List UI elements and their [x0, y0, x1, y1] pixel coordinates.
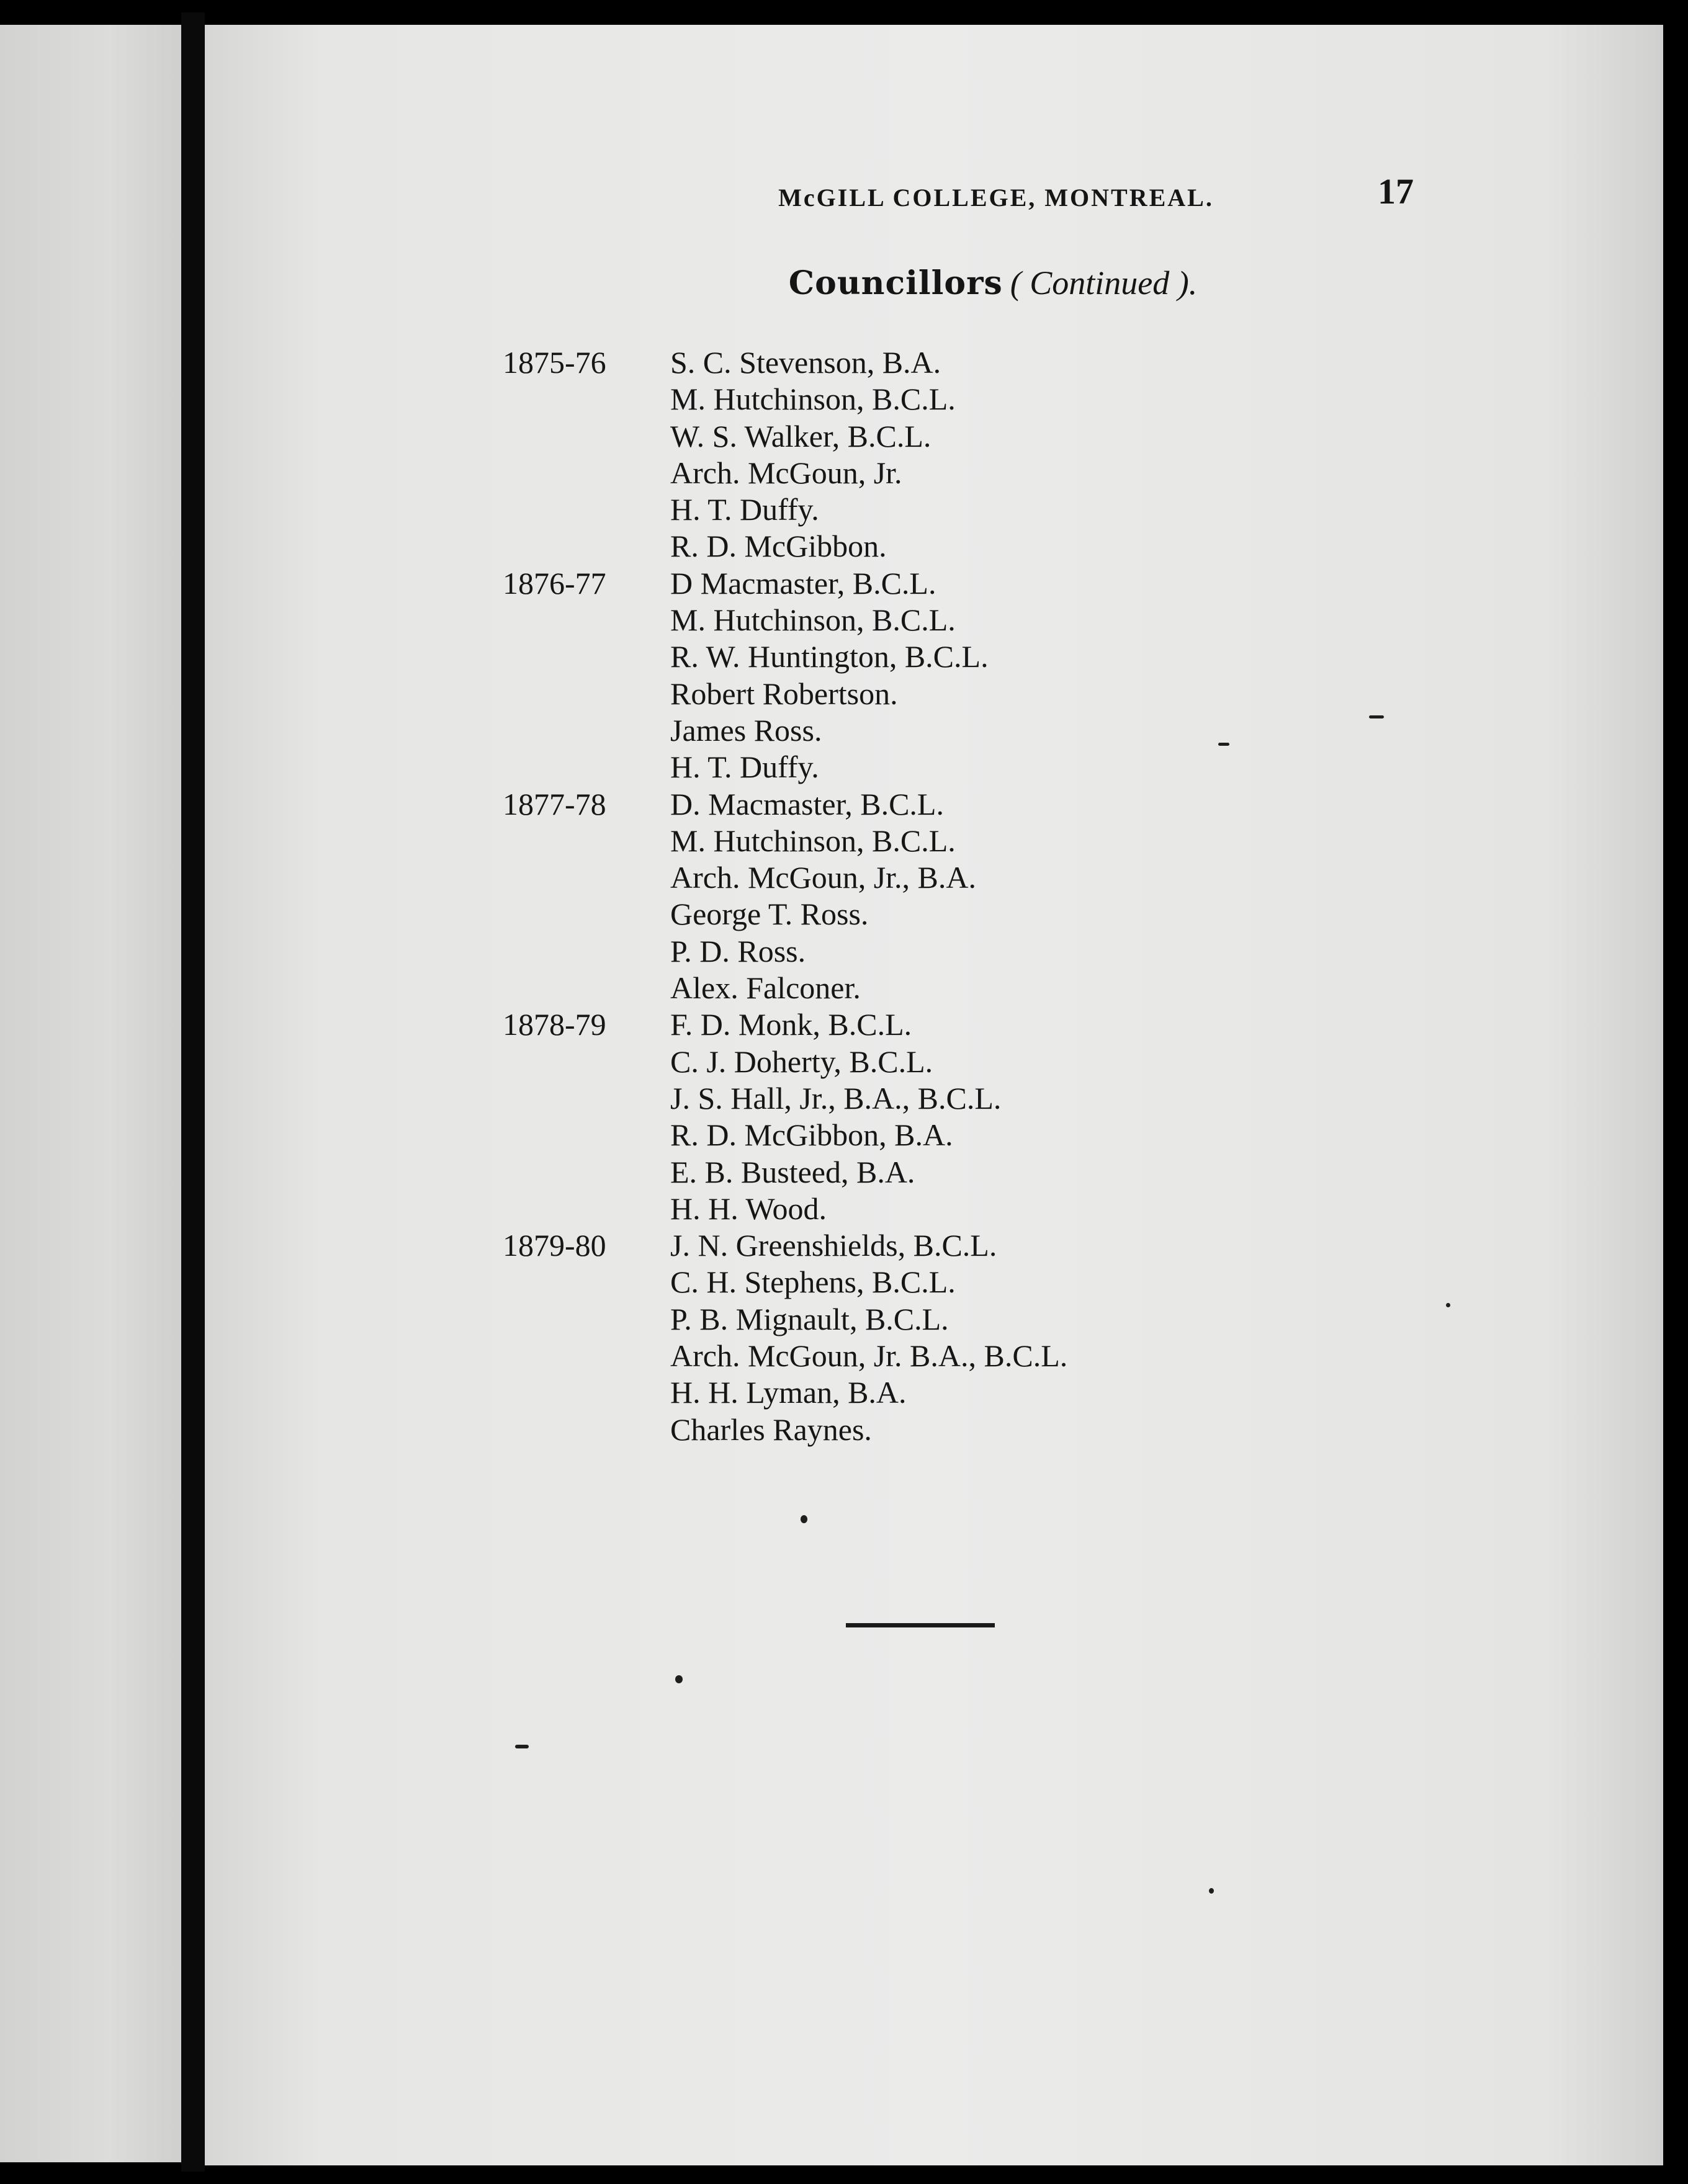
councillor-name: H. T. Duffy.	[670, 750, 819, 785]
term-years: 1879-80	[503, 1228, 606, 1263]
councillor-name: M. Hutchinson, B.C.L.	[670, 823, 956, 858]
councillor-name: H. H. Wood.	[670, 1191, 827, 1226]
councillor-name: Alex. Falconer.	[670, 970, 861, 1006]
paper-speck	[1209, 1888, 1214, 1894]
councillor-name: R. D. McGibbon.	[670, 529, 887, 564]
page	[205, 25, 1663, 2165]
councillor-name: H. H. Lyman, B.A.	[670, 1375, 907, 1410]
section-title-main: Councillors	[788, 264, 1003, 302]
term-years: 1877-78	[503, 786, 606, 821]
councillor-name: M. Hutchinson, B.C.L.	[670, 382, 956, 417]
closing-rule	[846, 1623, 995, 1627]
term-group	[503, 1227, 1496, 1448]
term-group	[503, 565, 1496, 786]
councillor-name: P. D. Ross.	[670, 933, 806, 969]
councillor-name: S. C. Stevenson, B.A.	[670, 345, 941, 380]
book-gutter	[181, 12, 205, 2172]
councillor-name: M. Hutchinson, B.C.L.	[670, 602, 956, 638]
councillor-names	[670, 565, 1496, 786]
councillor-name: Arch. McGoun, Jr.	[670, 455, 902, 490]
councillor-name: James Ross.	[670, 712, 822, 748]
paper-speck	[515, 1745, 529, 1748]
term-group	[503, 786, 1496, 1007]
councillor-names	[670, 344, 1496, 565]
term-years: 1876-77	[503, 565, 606, 601]
councillor-name: Robert Robertson.	[670, 676, 898, 711]
paper-speck	[675, 1675, 683, 1683]
councillor-name: W. S. Walker, B.C.L.	[670, 418, 932, 454]
councillor-name: J. S. Hall, Jr., B.A., B.C.L.	[670, 1080, 1002, 1116]
term-years: 1875-76	[503, 345, 606, 380]
paper-speck	[801, 1515, 807, 1523]
councillor-name: Charles Raynes.	[670, 1412, 872, 1447]
councillor-name: Arch. McGoun, Jr., B.A.	[670, 860, 977, 895]
councillor-name: D Macmaster, B.C.L.	[670, 565, 936, 601]
councillor-name: H. T. Duffy.	[670, 492, 819, 527]
councillor-name: Arch. McGoun, Jr. B.A., B.C.L.	[670, 1338, 1068, 1374]
councillor-name: R. D. McGibbon, B.A.	[670, 1117, 953, 1153]
councillor-names	[670, 1227, 1496, 1448]
paper-speck	[1218, 743, 1229, 746]
councillor-list	[503, 344, 1496, 1448]
running-head: McGILL COLLEGE, MONTREAL.	[778, 184, 1214, 212]
facing-page	[0, 25, 181, 2162]
term-group	[503, 1006, 1496, 1227]
councillor-names	[670, 786, 1496, 1007]
councillor-name: F. D. Monk, B.C.L.	[670, 1007, 912, 1042]
section-title	[639, 264, 1347, 302]
councillor-names	[670, 1006, 1496, 1227]
term-group	[503, 344, 1496, 565]
councillor-name: C. J. Doherty, B.C.L.	[670, 1044, 933, 1079]
term-years: 1878-79	[503, 1007, 606, 1042]
paper-speck	[1369, 715, 1384, 718]
councillor-name: D. Macmaster, B.C.L.	[670, 786, 944, 821]
councillor-name: R. W. Huntington, B.C.L.	[670, 639, 989, 674]
councillor-name: C. H. Stephens, B.C.L.	[670, 1264, 956, 1300]
section-title-suffix: ( Continued ).	[1010, 264, 1198, 302]
councillor-name: J. N. Greenshields, B.C.L.	[670, 1228, 997, 1263]
page-number: 17	[1378, 171, 1414, 212]
paper-speck	[1446, 1303, 1450, 1307]
councillor-name: P. B. Mignault, B.C.L.	[670, 1301, 949, 1336]
councillor-name: George T. Ross.	[670, 897, 869, 932]
councillor-name: E. B. Busteed, B.A.	[670, 1154, 915, 1189]
